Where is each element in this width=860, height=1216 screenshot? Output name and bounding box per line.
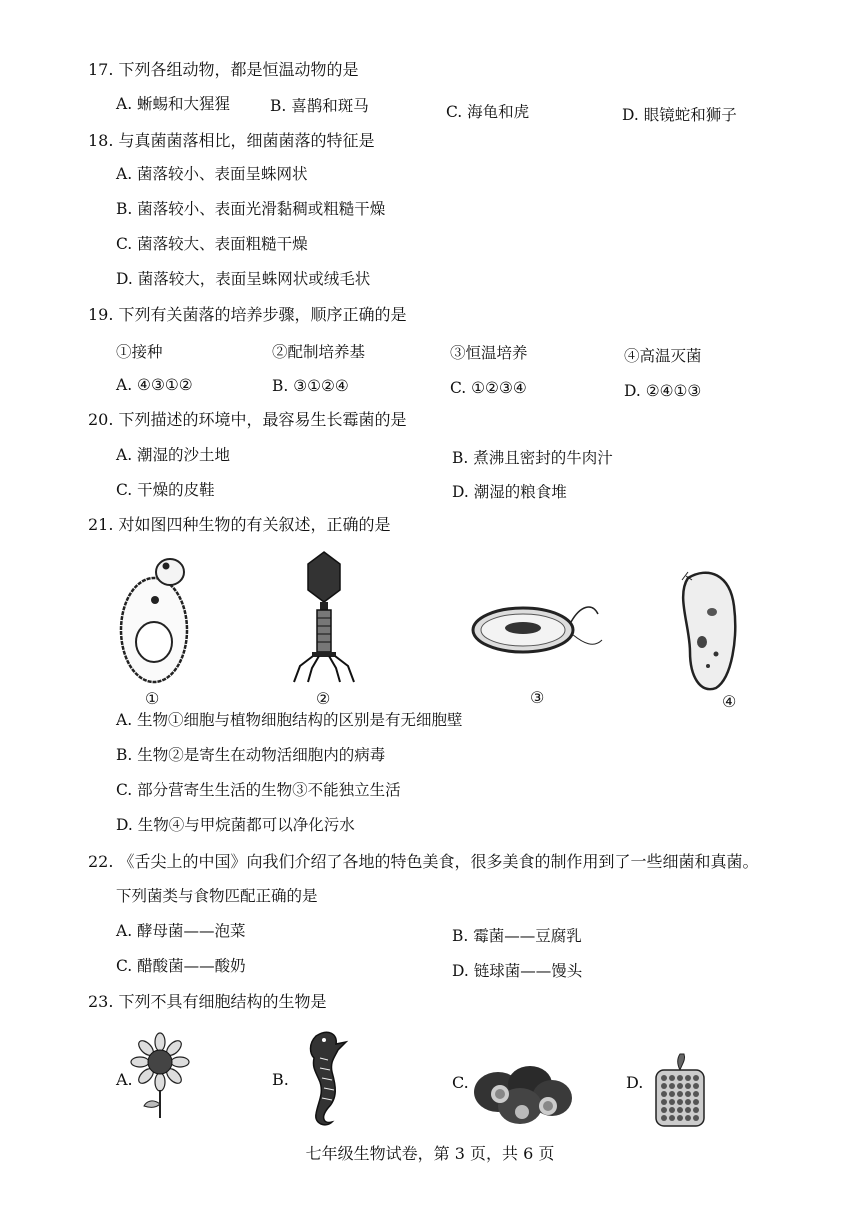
question-17-stem: 17. 下列各组动物，都是恒温动物的是 bbox=[88, 60, 359, 79]
q20-option-b: B. 煮沸且密封的牛肉汁 bbox=[452, 449, 613, 467]
q18-option-d: D. 菌落较大，表面呈蛛网状或绒毛状 bbox=[116, 270, 371, 288]
yeast-cell-figure bbox=[112, 552, 202, 687]
q23-option-d: D. bbox=[626, 1073, 644, 1092]
seahorse-icon bbox=[298, 1028, 354, 1128]
q17-option-d: D. 眼镜蛇和狮子 bbox=[622, 106, 737, 124]
q19-step-2: ②配制培养基 bbox=[272, 343, 366, 361]
bacterium-figure bbox=[468, 598, 608, 660]
q17-option-a: A. 蜥蜴和大猩猩 bbox=[116, 95, 231, 113]
q23-option-b: B. bbox=[272, 1070, 289, 1089]
figure-label-4: ④ bbox=[722, 692, 737, 711]
q20-option-a: A. 潮湿的沙土地 bbox=[116, 446, 231, 464]
q22-option-a: A. 酵母菌——泡菜 bbox=[116, 922, 246, 940]
q17-option-c: C. 海龟和虎 bbox=[446, 103, 530, 121]
q18-option-c: C. 菌落较大、表面粗糙干燥 bbox=[116, 235, 308, 253]
q19-step-1: ①接种 bbox=[116, 343, 163, 361]
q22-option-c: C. 醋酸菌——酸奶 bbox=[116, 957, 246, 975]
q21-option-d: D. 生物④与甲烷菌都可以净化污水 bbox=[116, 816, 355, 834]
figure-label-2: ② bbox=[316, 689, 331, 708]
q21-option-c: C. 部分营寄生生活的生物③不能独立生活 bbox=[116, 781, 401, 799]
question-22-stem: 22. 《舌尖上的中国》向我们介绍了各地的特色美食，很多美食的制作用到了一些细菌和真菌。 bbox=[88, 852, 759, 871]
q18-option-a: A. 菌落较小、表面呈蛛网状 bbox=[116, 165, 308, 183]
q18-option-b: B. 菌落较小、表面光滑黏稠或粗糙干燥 bbox=[116, 200, 386, 218]
q21-option-b: B. 生物②是寄生在动物活细胞内的病毒 bbox=[116, 746, 386, 764]
q19-step-3: ③恒温培养 bbox=[450, 344, 528, 362]
question-22-stem-continued: 下列菌类与食物匹配正确的是 bbox=[116, 887, 318, 905]
sunflower-icon bbox=[130, 1032, 190, 1118]
question-21-stem: 21. 对如图四种生物的有关叙述，正确的是 bbox=[88, 515, 391, 534]
question-23-stem: 23. 下列不具有细胞结构的生物是 bbox=[88, 992, 327, 1011]
q20-option-d: D. 潮湿的粮食堆 bbox=[452, 483, 567, 501]
paramecium-figure bbox=[668, 566, 748, 696]
question-20-stem: 20. 下列描述的环境中，最容易生长霉菌的是 bbox=[88, 410, 407, 429]
q21-option-a: A. 生物①细胞与植物细胞结构的区别是有无细胞壁 bbox=[116, 711, 463, 729]
q23-option-a: A. bbox=[116, 1070, 133, 1089]
figure-label-3: ③ bbox=[530, 688, 545, 707]
q22-option-b: B. 霉菌——豆腐乳 bbox=[452, 927, 582, 945]
mushroom-icon bbox=[468, 1058, 578, 1128]
bacteriophage-figure bbox=[288, 548, 360, 684]
corn-icon bbox=[650, 1052, 710, 1132]
figure-label-1: ① bbox=[145, 689, 160, 708]
q17-option-b: B. 喜鹊和斑马 bbox=[270, 97, 369, 115]
page-footer: 七年级生物试卷，第 3 页，共 6 页 bbox=[305, 1144, 555, 1163]
question-19-stem: 19. 下列有关菌落的培养步骤，顺序正确的是 bbox=[88, 305, 407, 324]
q20-option-c: C. 干燥的皮鞋 bbox=[116, 481, 215, 499]
q19-option-b: B. ③①②④ bbox=[272, 377, 349, 395]
question-18-stem: 18. 与真菌菌落相比，细菌菌落的特征是 bbox=[88, 131, 375, 150]
q19-option-c: C. ①②③④ bbox=[450, 379, 527, 397]
q19-option-a: A. ④③①② bbox=[116, 376, 193, 394]
q22-option-d: D. 链球菌——馒头 bbox=[452, 962, 583, 980]
q19-step-4: ④高温灭菌 bbox=[624, 347, 702, 365]
q19-option-d: D. ②④①③ bbox=[624, 382, 702, 400]
q23-option-c: C. bbox=[452, 1073, 469, 1092]
